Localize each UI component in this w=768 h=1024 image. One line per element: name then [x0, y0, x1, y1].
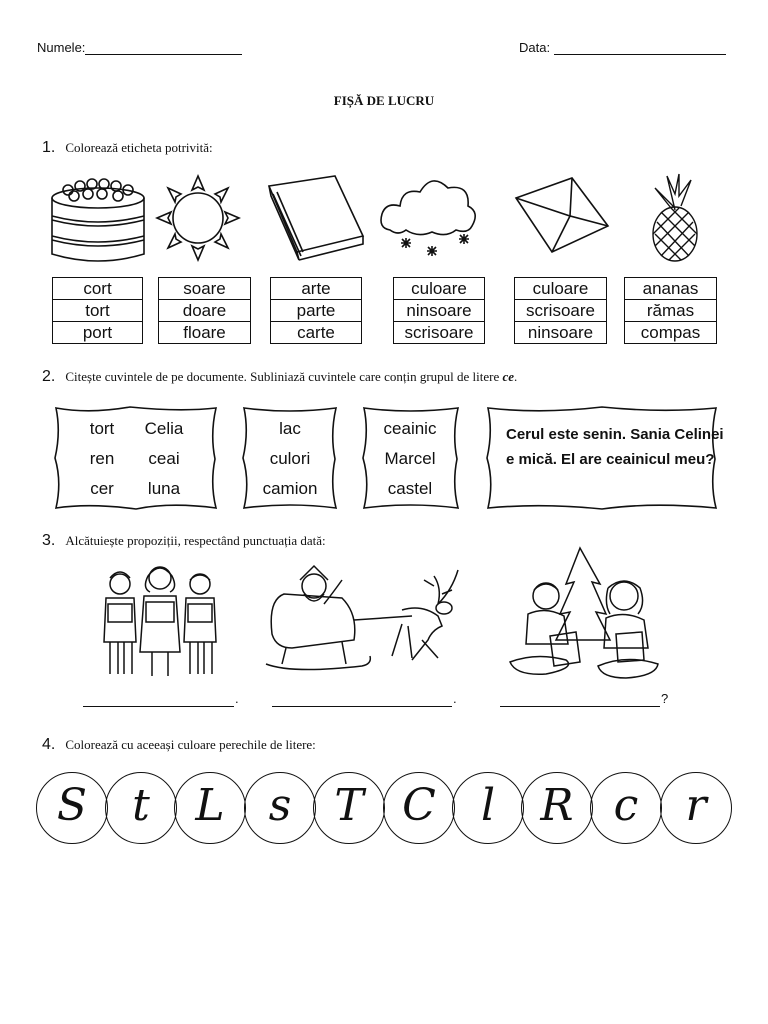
document-word[interactable]: castel [387, 479, 433, 498]
word-option[interactable]: cort [53, 278, 143, 300]
word-column-5 [514, 277, 607, 344]
letter-circle[interactable]: S [36, 772, 108, 844]
punctuation-1: . [235, 691, 239, 706]
name-field [37, 40, 242, 55]
document-word[interactable]: tort [89, 419, 115, 438]
pineapple-icon [645, 172, 705, 264]
word-column-2 [158, 277, 251, 344]
book-icon [263, 172, 367, 262]
name-blank[interactable] [85, 42, 242, 55]
word-option[interactable]: carte [271, 322, 362, 344]
task1-heading [42, 139, 213, 157]
letter-circle[interactable]: t [105, 772, 177, 844]
date-blank[interactable] [554, 42, 726, 55]
sentence-blank-3[interactable] [500, 694, 660, 707]
cake-icon [48, 178, 148, 264]
word-option[interactable]: ananas [625, 278, 717, 300]
punctuation-3: ? [661, 691, 669, 706]
letter-circle[interactable]: R [521, 772, 593, 844]
document-4-sentence[interactable]: Cerul este senin. Sania Celinei e mică. El are ceainicul meu? [506, 426, 724, 468]
task4-instruction: Colorează cu aceeași culoare perechile de litere: [65, 737, 316, 752]
letter-circle[interactable]: r [660, 772, 732, 844]
document-2 [240, 404, 340, 512]
document-word[interactable]: Marcel [384, 449, 436, 468]
document-1 [50, 404, 222, 512]
children-gifts-icon [506, 544, 662, 684]
document-word[interactable]: ren [89, 449, 115, 468]
letter-circle[interactable]: s [244, 772, 316, 844]
document-word[interactable]: ceai [148, 449, 180, 468]
task4-number: 4. [42, 736, 56, 753]
snow-cloud-icon [376, 172, 480, 262]
task2-instruction: Citește cuvintele de pe documente. Subliniază cuvintele care conțin grupul de litere [65, 369, 500, 384]
carolers-icon [98, 562, 222, 682]
word-option[interactable]: culoare [394, 278, 485, 300]
sun-icon [155, 172, 241, 264]
date-label: Data: [519, 40, 551, 55]
date-field [519, 40, 726, 55]
name-label: Numele: [37, 40, 86, 55]
page-title: FIȘĂ DE LUCRU [333, 93, 435, 108]
letter-circle[interactable]: L [174, 772, 246, 844]
word-option[interactable]: parte [271, 300, 362, 322]
word-option[interactable]: ninsoare [515, 322, 607, 344]
word-column-6 [624, 277, 717, 344]
word-option[interactable]: rămas [625, 300, 717, 322]
task2-number: 2. [42, 368, 56, 385]
sentence-blank-1[interactable] [83, 694, 234, 707]
word-option[interactable]: doare [159, 300, 251, 322]
task1-number: 1. [42, 139, 56, 156]
letter-circle[interactable]: T [313, 772, 385, 844]
document-word[interactable]: lac [279, 419, 301, 438]
envelope-icon [510, 172, 614, 262]
word-column-4 [393, 277, 485, 344]
word-option[interactable]: port [53, 322, 143, 344]
word-option[interactable]: compas [625, 322, 717, 344]
santa-sleigh-icon [262, 564, 464, 680]
task3-heading [42, 532, 326, 550]
task3-number: 3. [42, 532, 56, 549]
task1-instruction: Colorează eticheta potrivită: [65, 140, 213, 155]
word-option[interactable]: ninsoare [394, 300, 485, 322]
letter-circle[interactable]: C [383, 772, 455, 844]
document-word[interactable]: culori [269, 449, 311, 468]
word-option[interactable]: culoare [515, 278, 607, 300]
task3-instruction: Alcătuiește propoziții, respectând punctuația dată: [65, 533, 326, 548]
sentence-blank-2[interactable] [272, 694, 452, 707]
word-option[interactable]: tort [53, 300, 143, 322]
document-word[interactable]: camion [262, 479, 318, 498]
task4-heading [42, 736, 316, 754]
word-option[interactable]: floare [159, 322, 251, 344]
word-column-3 [270, 277, 362, 344]
letter-circle[interactable]: l [452, 772, 524, 844]
document-word[interactable]: Celia [144, 419, 184, 438]
word-option[interactable]: arte [271, 278, 362, 300]
document-word[interactable]: luna [147, 479, 181, 498]
document-word[interactable]: cer [90, 479, 114, 498]
task2-heading [42, 368, 517, 386]
task2-letter-group: ce [502, 369, 515, 384]
document-word[interactable]: ceainic [383, 419, 437, 438]
punctuation-2: . [453, 691, 457, 706]
letter-circle[interactable]: c [590, 772, 662, 844]
word-option[interactable]: soare [159, 278, 251, 300]
word-option[interactable]: scrisoare [394, 322, 485, 344]
word-column-1 [52, 277, 143, 344]
document-3 [360, 404, 462, 512]
word-option[interactable]: scrisoare [515, 300, 607, 322]
task2-period: . [514, 369, 518, 384]
